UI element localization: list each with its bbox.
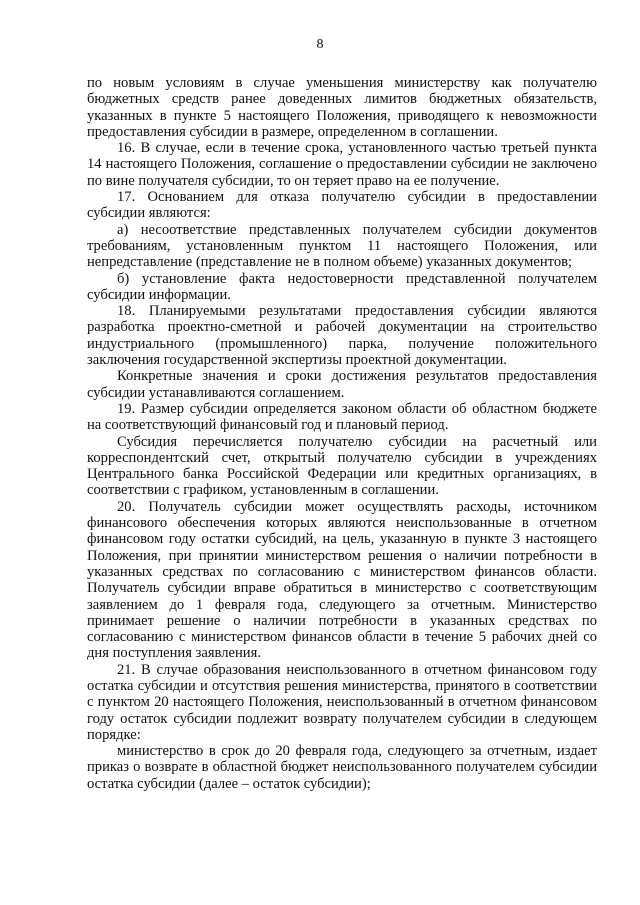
paragraph-20: 20. Получатель субсидии может осуществлять расходы, источником финансового обеспечения которых являются неиспользованные в отчетном финансовом году остатки субсидий, на цель, указанную в пункте 3 настоящего Положения, при принятии министерством решения о наличии потребности в указанных средствах по согласованию с министерством финансов области. Получатель субсидии вправе обратиться в министерство с соответствующим заявлением до 1 февраля года, следующего за отчетным. Министерство принимает решение о наличии потребности в указанных средствах по согласованию с министерством финансов области в течение 5 рабочих дней со дня поступления заявления. bbox=[87, 498, 597, 662]
paragraph-21: 21. В случае образования неиспользованного в отчетном финансовом году остатка субсидии и отсутствия решения министерства, принятого в соответствии с пунктом 20 настоящего Положения, неиспользованный в отчетном финансовом году остаток субсидии подлежит возврату получателем субсидии в следующем порядке: bbox=[87, 661, 597, 743]
page-number: 8 bbox=[316, 37, 324, 52]
paragraph-17-item-a: а) несоответствие представленных получателем субсидии документов требованиям, установленным пунктом 11 настоящего Положения, или непредставление (представление не в полном объеме) указанных документов; bbox=[87, 221, 597, 271]
paragraph-19-part-2: Субсидия перечисляется получателю субсидии на расчетный или корреспондентский счет, открытый получателю субсидии в учреждениях Центрального банка Российской Федерации или кредитных организациях, в соответствии с графиком, установленным в соглашении. bbox=[87, 433, 597, 499]
paragraph-18-part-2: Конкретные значения и сроки достижения результатов предоставления субсидии устанавливаются соглашением. bbox=[87, 368, 597, 401]
paragraph-continuation: по новым условиям в случае уменьшения министерству как получателю бюджетных средств ранее доведенных лимитов бюджетных обязательств, указанных в пункте 5 настоящего Положения, приводящего к невозможности предоставления субсидии в размере, определенном в соглашении. bbox=[87, 75, 597, 140]
paragraph-19: 19. Размер субсидии определяется законом области об областном бюджете на соответствующий финансовый год и плановый период. bbox=[87, 400, 597, 434]
paragraph-17-item-b: б) установление факта недостоверности представленной получателем субсидии информации. bbox=[87, 270, 597, 303]
paragraph-21-step-1: министерство в срок до 20 февраля года, следующего за отчетным, издает приказ о возврате в областной бюджет неиспользованного получателем субсидии остатка субсидии (далее – остаток субсидии); bbox=[87, 743, 597, 792]
document-body bbox=[87, 75, 597, 792]
paragraph-18: 18. Планируемыми результатами предоставления субсидии являются разработка проектно-сметной и рабочей документации на строительство индустриального (промышленного) парка, получение положительного заключения государственной экспертизы проектной документации. bbox=[87, 303, 597, 369]
paragraph-17: 17. Основанием для отказа получателю субсидии в предоставлении субсидии являются: bbox=[87, 189, 597, 222]
paragraph-16: 16. В случае, если в течение срока, установленного частью третьей пункта 14 настоящего Положения, соглашение о предоставлении субсидии не заключено по вине получателя субсидии, то он теряет право на ее получение. bbox=[87, 140, 597, 189]
